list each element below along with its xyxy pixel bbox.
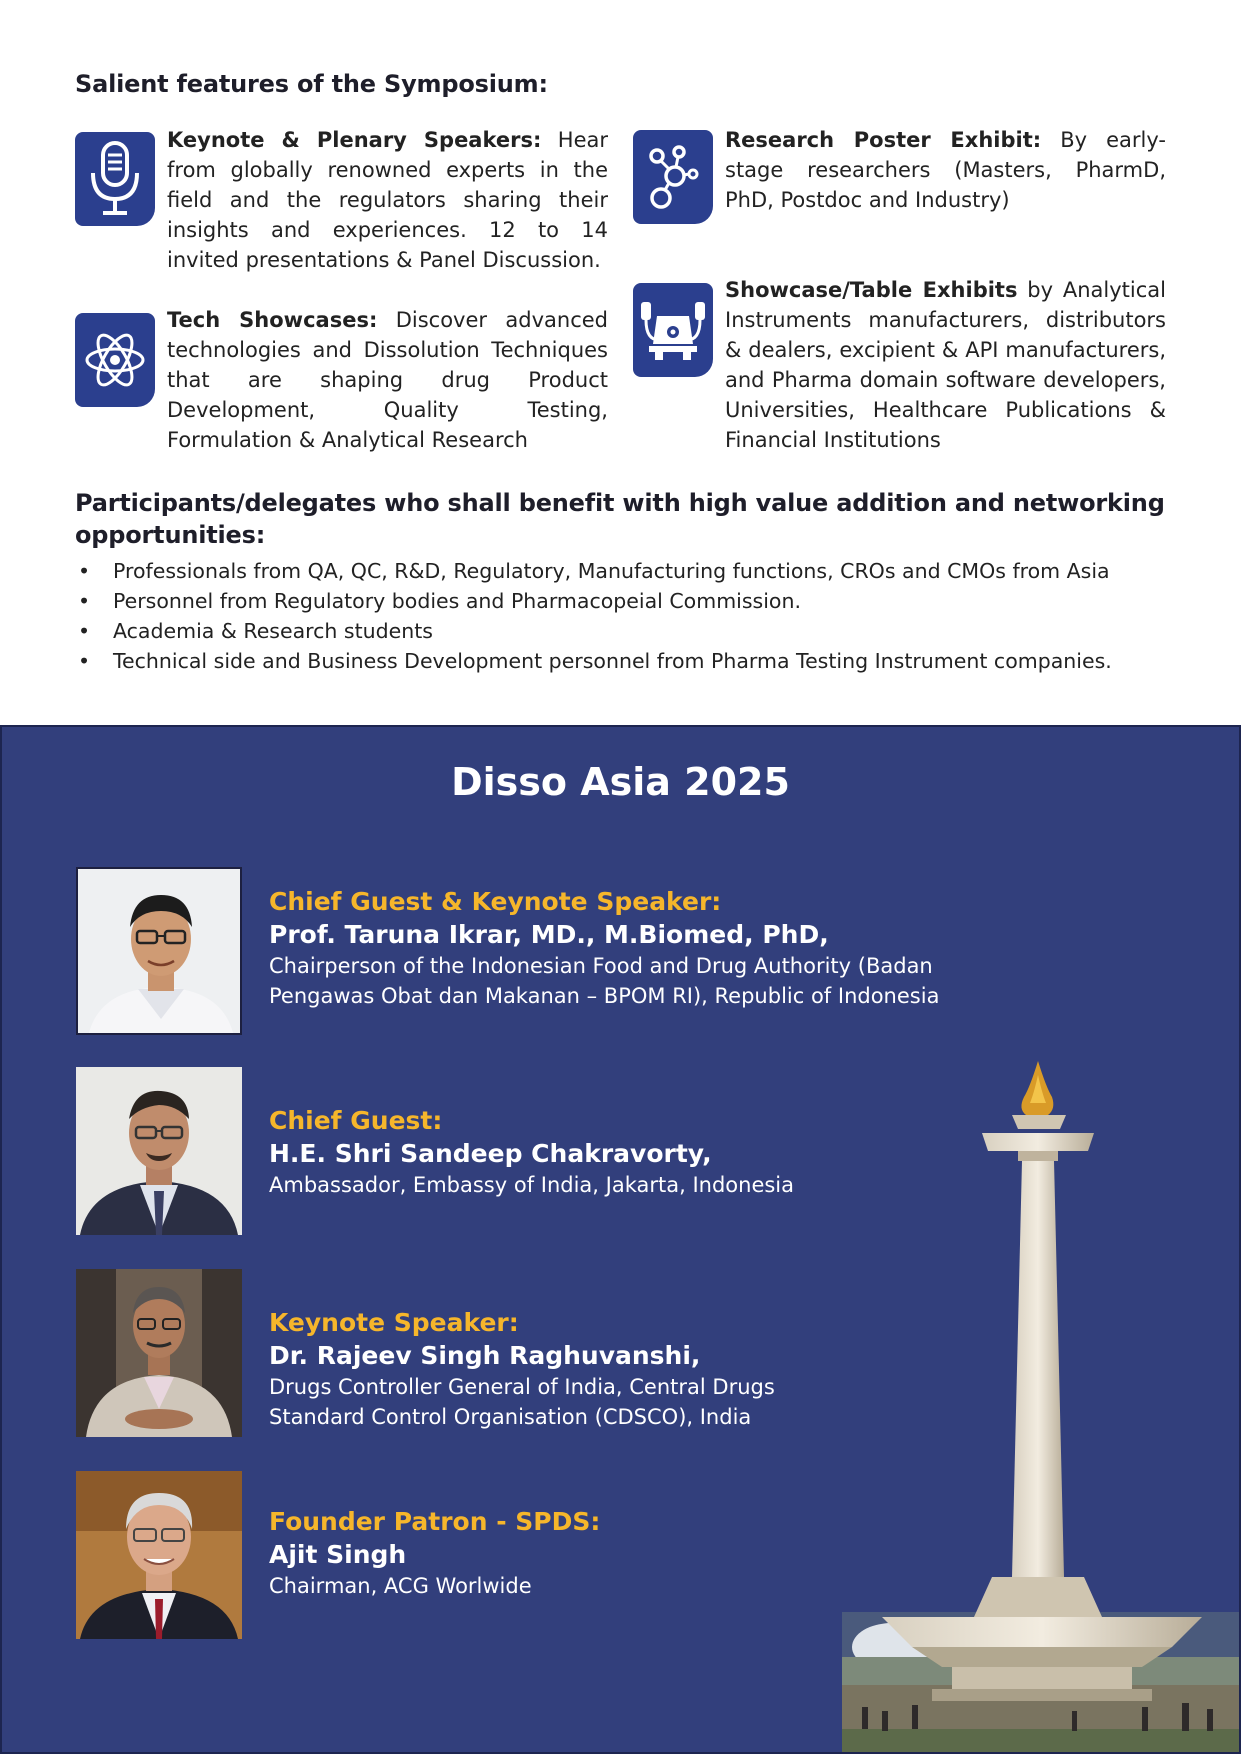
speaker-photo bbox=[76, 867, 242, 1035]
feature-keynote-heading: Keynote & Plenary Speakers: bbox=[167, 128, 542, 152]
speakers-panel bbox=[0, 725, 1241, 1754]
speaker-info bbox=[269, 1505, 600, 1601]
dissolution-apparatus-icon bbox=[633, 283, 713, 377]
speaker-description: Ambassador, Embassy of India, Jakarta, Indonesia bbox=[269, 1173, 795, 1197]
microphone-icon bbox=[75, 132, 155, 226]
feature-showcase-exhibits bbox=[633, 275, 1166, 455]
feature-tech-showcases bbox=[75, 305, 608, 455]
speaker-info bbox=[269, 1306, 775, 1432]
speaker-name: Ajit Singh bbox=[269, 1540, 407, 1569]
feature-keynote-body: Hear from globally renowned experts in the field and the regulators sharing their insights and experiences. 12 to 14 invited presentations & Panel Discussion. bbox=[167, 128, 609, 272]
speaker-info bbox=[269, 885, 939, 1011]
features-heading: Salient features of the Symposium: bbox=[75, 70, 548, 98]
speaker-description: Standard Control Organisation (CDSCO), India bbox=[269, 1405, 752, 1429]
speaker-name: Prof. Taruna Ikrar, MD., M.Biomed, PhD, bbox=[269, 920, 829, 949]
feature-showcase-body: by Analytical Instruments manufacturers, distributors & dealers, excipient & API manufacturers, and Pharma domain software developers, Universities, Healthcare Publications & Financial Institutions bbox=[725, 278, 1166, 452]
speaker-description: Drugs Controller General of India, Central Drugs bbox=[269, 1375, 775, 1399]
list-item: • Technical side and Business Development personnel from Pharma Testing Instrument companies. bbox=[75, 646, 1175, 676]
speaker-description: Chairperson of the Indonesian Food and Drug Authority (Badan bbox=[269, 954, 933, 978]
speaker-description: Chairman, ACG Worlwide bbox=[269, 1574, 532, 1598]
speaker-name: H.E. Shri Sandeep Chakravorty, bbox=[269, 1139, 712, 1168]
feature-showcase-heading: Showcase/Table Exhibits bbox=[725, 278, 1018, 302]
feature-keynote bbox=[75, 125, 608, 275]
feature-poster-text bbox=[725, 125, 1166, 224]
speaker-role: Chief Guest: bbox=[269, 1106, 443, 1135]
speaker-photo bbox=[76, 1269, 242, 1437]
monument-illustration bbox=[842, 1057, 1241, 1754]
speaker-role: Founder Patron - SPDS: bbox=[269, 1507, 601, 1536]
feature-keynote-text bbox=[167, 125, 608, 275]
speaker-description: Pengawas Obat dan Makanan – BPOM RI), Republic of Indonesia bbox=[269, 984, 940, 1008]
feature-tech-heading: Tech Showcases: bbox=[167, 308, 378, 332]
feature-showcase-text bbox=[725, 275, 1166, 455]
speaker-photo bbox=[76, 1471, 242, 1639]
participants-heading: Participants/delegates who shall benefit with high value addition and networking opportunities: bbox=[75, 489, 1165, 549]
list-item: • Personnel from Regulatory bodies and Pharmacopeial Commission. bbox=[75, 586, 1175, 616]
speaker-photo bbox=[76, 1067, 242, 1235]
feature-research-poster bbox=[633, 125, 1166, 224]
speaker-info bbox=[269, 1104, 794, 1200]
feature-poster-heading: Research Poster Exhibit: bbox=[725, 128, 1042, 152]
atom-icon bbox=[75, 313, 155, 407]
feature-tech-text bbox=[167, 305, 608, 455]
feature-poster-body: By early-stage researchers (Masters, PharmD, PhD, Postdoc and Industry) bbox=[725, 128, 1166, 212]
speaker-name: Dr. Rajeev Singh Raghuvanshi, bbox=[269, 1341, 701, 1370]
participants-list bbox=[75, 556, 1175, 676]
speaker-role: Keynote Speaker: bbox=[269, 1308, 519, 1337]
list-item: • Academia & Research students bbox=[75, 616, 1175, 646]
molecule-icon bbox=[633, 130, 713, 224]
list-item: • Professionals from QA, QC, R&D, Regulatory, Manufacturing functions, CROs and CMOs from Asia bbox=[75, 556, 1175, 586]
speaker-role: Chief Guest & Keynote Speaker: bbox=[269, 887, 722, 916]
panel-title: Disso Asia 2025 bbox=[451, 760, 790, 804]
feature-tech-body: Discover advanced technologies and Dissolution Techniques that are shaping drug Product Development, Quality Testing, Formulation & Analytical Research bbox=[167, 308, 608, 452]
